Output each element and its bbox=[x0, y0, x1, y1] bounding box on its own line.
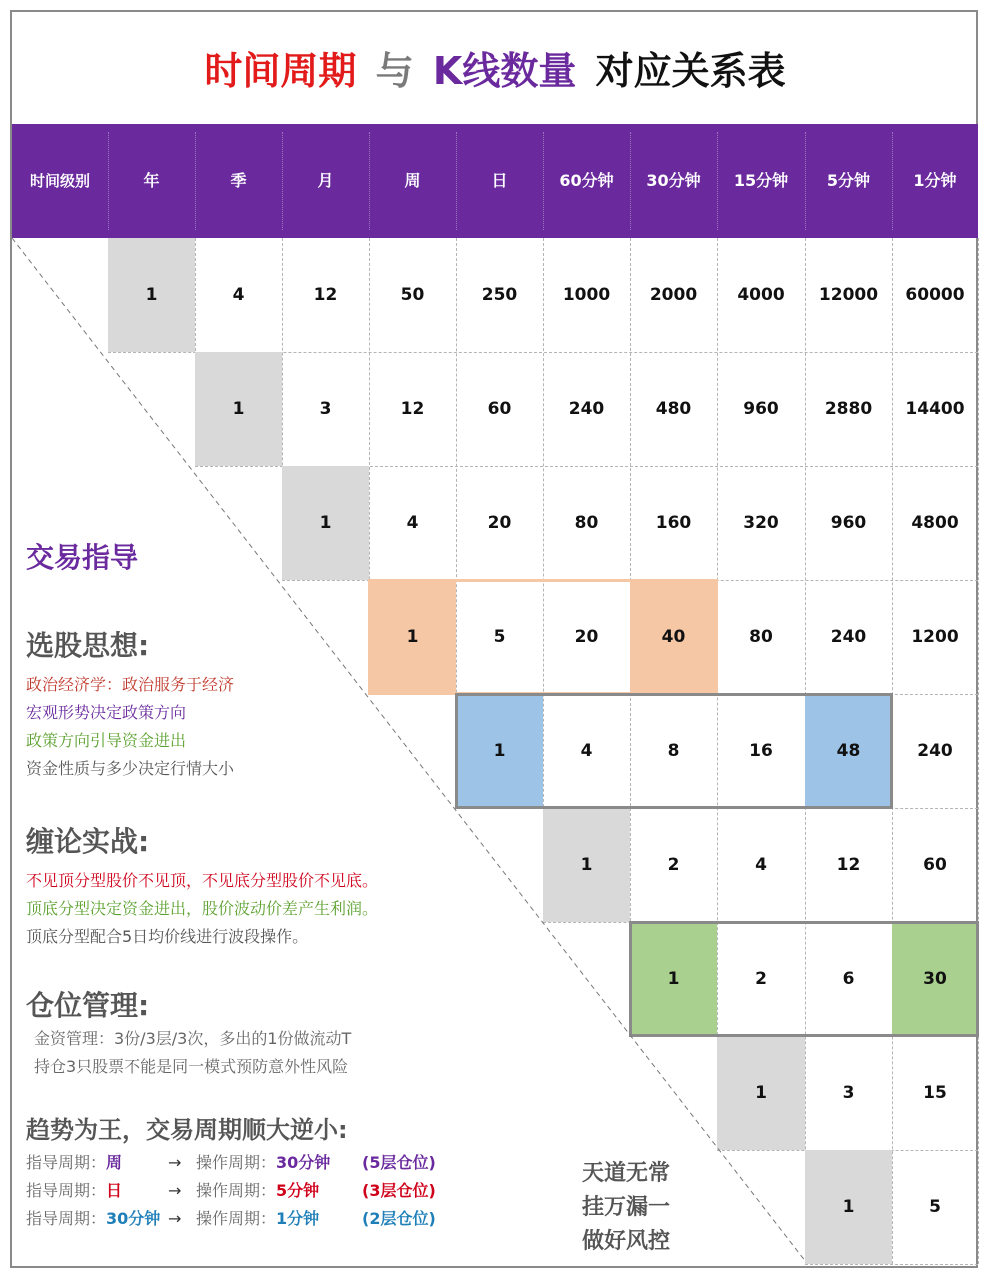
table-cell: 20 bbox=[574, 627, 599, 647]
table-cell: 3 bbox=[319, 399, 332, 419]
header-col-2: 季 bbox=[230, 171, 247, 190]
trend-guide-label: 指导周期： bbox=[26, 1209, 107, 1228]
table-cell: 240 bbox=[830, 627, 867, 647]
header-col-3: 月 bbox=[317, 171, 334, 190]
table-cell: 48 bbox=[805, 694, 892, 808]
table-cell: 4 bbox=[406, 513, 419, 533]
table-cell: 14400 bbox=[905, 399, 965, 419]
table-cell: 960 bbox=[743, 399, 779, 419]
table-cell: 2880 bbox=[824, 399, 873, 419]
table-cell: 1 bbox=[108, 238, 195, 352]
table-cell: 2000 bbox=[649, 285, 698, 305]
table-cell: 6 bbox=[842, 969, 855, 989]
trend-guide-period: 30分钟 bbox=[106, 1209, 161, 1228]
table-cell: 4000 bbox=[737, 285, 785, 305]
header-col-4: 周 bbox=[404, 171, 421, 190]
header-col-9: 5分钟 bbox=[826, 171, 871, 190]
table-cell: 160 bbox=[655, 513, 692, 533]
table-cell: 480 bbox=[655, 399, 692, 419]
table-cell: 4 bbox=[580, 741, 593, 761]
trend-row bbox=[26, 1178, 436, 1201]
trend-guide-period: 周 bbox=[106, 1153, 123, 1172]
table-cell: 1 bbox=[717, 1036, 805, 1150]
table-cell: 8 bbox=[667, 741, 680, 761]
table-cell: 4 bbox=[232, 285, 245, 305]
table-cell: 12000 bbox=[818, 285, 879, 305]
table-cell: 1000 bbox=[562, 285, 611, 305]
table-cell: 4800 bbox=[911, 513, 959, 533]
table-cell: 1 bbox=[630, 922, 717, 1036]
title-part2: 与 bbox=[375, 49, 414, 93]
trend-op-label: 操作周期： bbox=[196, 1209, 277, 1228]
table-cell: 320 bbox=[743, 513, 779, 533]
trend-row bbox=[26, 1206, 436, 1229]
stock-pick-line-3: 政策方向引导资金进出 bbox=[26, 731, 187, 750]
motto-line-2: 挂万漏一 bbox=[582, 1195, 671, 1220]
trend-arrow: → bbox=[168, 1153, 182, 1172]
table-cell: 960 bbox=[830, 513, 867, 533]
table-cell: 1 bbox=[282, 466, 369, 580]
title-part4: 对应关系表 bbox=[595, 49, 786, 93]
position-line-2: 持仓3只股票不能是同一模式预防意外性风险 bbox=[34, 1057, 349, 1076]
table-cell: 12 bbox=[836, 855, 861, 875]
table-cell: 240 bbox=[568, 399, 605, 419]
trend-title: 趋势为王，交易周期顺大逆小: bbox=[26, 1116, 348, 1144]
stock-pick-line-4: 资金性质与多少决定行情大小 bbox=[26, 759, 235, 778]
trend-row bbox=[26, 1150, 436, 1173]
header-col-8: 15分钟 bbox=[733, 171, 789, 190]
header-time-level-line2: 级别 bbox=[60, 172, 91, 190]
table-cell: 12 bbox=[400, 399, 425, 419]
table-cell: 5 bbox=[493, 627, 506, 647]
table-cell: 2 bbox=[755, 969, 767, 989]
stock-pick-line-1: 政治经济学：政治服务于经济 bbox=[26, 675, 235, 694]
table-cell: 1 bbox=[543, 808, 630, 922]
table-cell: 15 bbox=[923, 1083, 947, 1103]
guide-heading: 交易指导 bbox=[26, 541, 139, 574]
position-title: 仓位管理: bbox=[26, 989, 150, 1022]
motto-line-3: 做好风控 bbox=[582, 1229, 671, 1254]
trend-op-period: 1分钟 bbox=[276, 1209, 320, 1228]
table-cell: 5 bbox=[929, 1197, 941, 1217]
motto-line-1: 天道无常 bbox=[582, 1161, 671, 1186]
table-cell: 3 bbox=[842, 1083, 855, 1103]
header-col-5: 日 bbox=[491, 171, 508, 190]
stock-pick-title: 选股思想: bbox=[26, 629, 150, 662]
title-part3: K线数量 bbox=[432, 49, 577, 93]
table-cell: 1 bbox=[195, 352, 282, 466]
trend-position: (2层仓位) bbox=[362, 1209, 436, 1228]
header-col-7: 30分钟 bbox=[646, 171, 701, 190]
table-cell: 60 bbox=[487, 399, 512, 419]
table-cell: 60 bbox=[923, 855, 947, 875]
trend-guide-label: 指导周期： bbox=[26, 1153, 107, 1172]
table-cell: 30 bbox=[892, 922, 978, 1036]
trend-op-period: 30分钟 bbox=[276, 1153, 331, 1172]
table-cell: 1 bbox=[456, 694, 543, 808]
header-time-level-line1: 时间 bbox=[29, 172, 60, 190]
chan-line-2: 顶底分型决定资金进出，股价波动价差产生利润。 bbox=[26, 899, 379, 918]
table-cell: 12 bbox=[313, 285, 338, 305]
table-cell: 50 bbox=[400, 285, 425, 305]
header-col-1: 年 bbox=[143, 171, 160, 190]
position-line-1: 金资管理：3份/3层/3次，多出的1份做流动T bbox=[34, 1029, 352, 1048]
stock-pick-line-2: 宏观形势决定政策方向 bbox=[26, 703, 187, 722]
table-cell: 4 bbox=[755, 855, 767, 875]
trend-op-label: 操作周期： bbox=[196, 1153, 277, 1172]
table-cell: 40 bbox=[630, 580, 717, 694]
table-cell: 1 bbox=[369, 580, 456, 694]
trend-op-period: 5分钟 bbox=[276, 1181, 320, 1200]
header-col-6: 60分钟 bbox=[559, 171, 614, 190]
chan-title: 缠论实战: bbox=[26, 825, 150, 858]
chan-line-3: 顶底分型配合5日均价线进行波段操作。 bbox=[26, 927, 309, 946]
table-cell: 60000 bbox=[905, 285, 965, 305]
chan-line-1: 不见顶分型股价不见顶，不见底分型股价不见底。 bbox=[26, 871, 379, 890]
table-cell: 20 bbox=[487, 513, 512, 533]
trend-position: (5层仓位) bbox=[362, 1153, 436, 1172]
trend-op-label: 操作周期： bbox=[196, 1181, 277, 1200]
trend-arrow: → bbox=[168, 1209, 182, 1228]
header-col-10: 1分钟 bbox=[913, 171, 957, 190]
trend-guide-label: 指导周期： bbox=[26, 1181, 107, 1200]
table-cell: 80 bbox=[574, 513, 599, 533]
table-cell: 80 bbox=[749, 627, 773, 647]
table-cell: 1200 bbox=[911, 627, 959, 647]
table-cell: 2 bbox=[667, 855, 680, 875]
trend-guide-period: 日 bbox=[106, 1181, 123, 1200]
table-cell: 16 bbox=[749, 741, 773, 761]
title-part1: 时间周期 bbox=[204, 49, 357, 93]
trend-position: (3层仓位) bbox=[362, 1181, 436, 1200]
trend-arrow: → bbox=[168, 1181, 182, 1200]
table-cell: 1 bbox=[805, 1150, 892, 1264]
table-cell: 250 bbox=[481, 285, 518, 305]
table-cell: 240 bbox=[917, 741, 953, 761]
